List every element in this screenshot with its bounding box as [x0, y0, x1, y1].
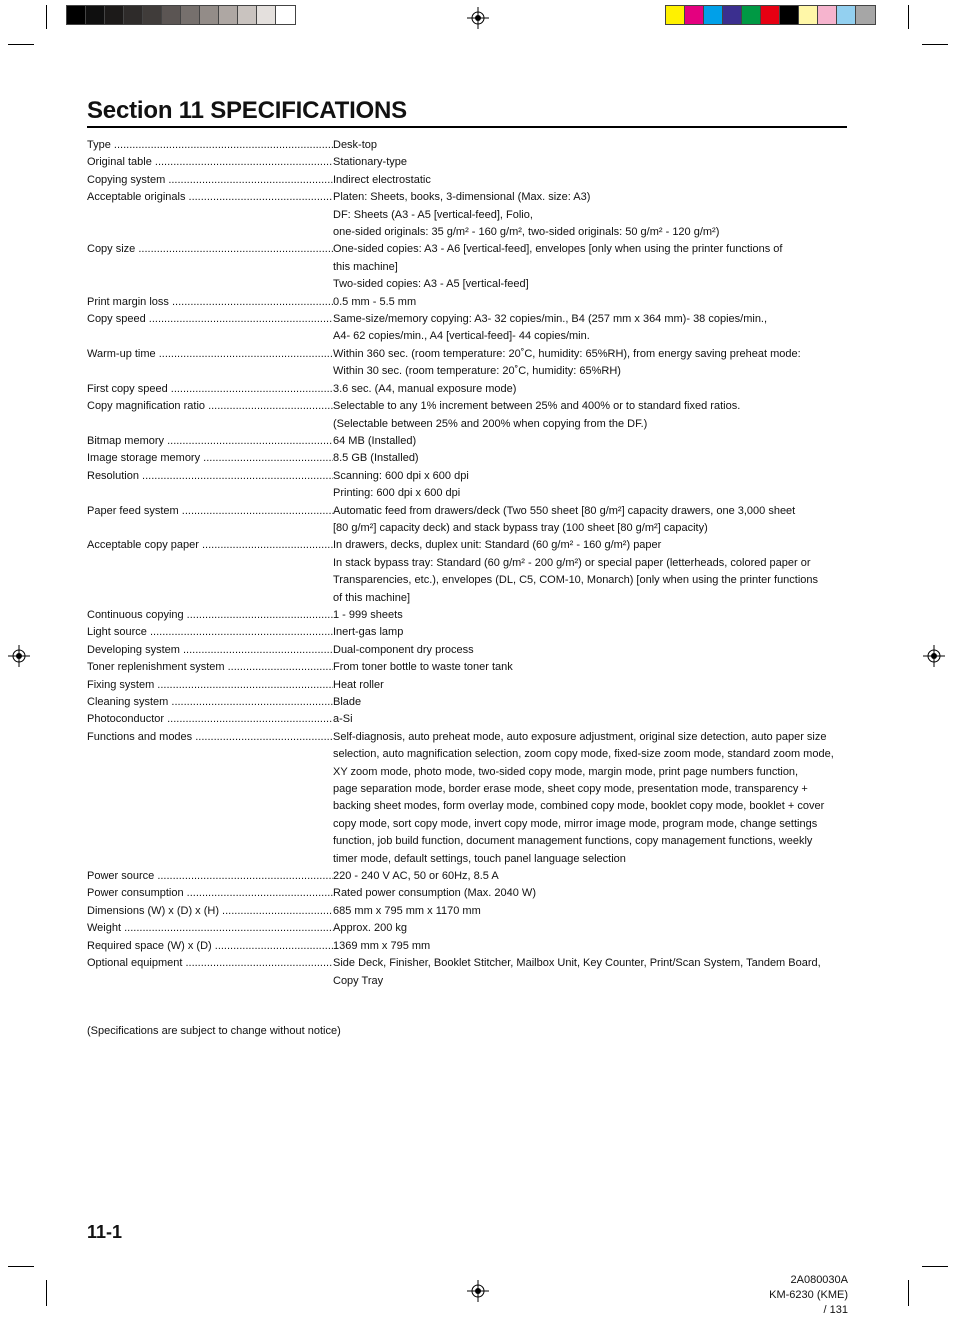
footer-code — [769, 1273, 848, 1318]
spec-value-line: Printing: 600 dpi x 600 dpi — [333, 487, 461, 500]
registration-target-icon — [8, 645, 30, 667]
spec-value — [333, 537, 847, 607]
registration-target-icon — [923, 645, 945, 667]
spec-value — [333, 885, 847, 902]
spec-row — [87, 868, 847, 885]
spec-row — [87, 189, 847, 241]
spec-label: Resolution ..... — [87, 468, 333, 503]
crop-mark — [908, 1280, 909, 1306]
spec-value-line: Transparencies, etc.), envelopes (DL, C5, COM-10, Monarch) [only when using the printer functions — [333, 574, 819, 587]
spec-label: Photoconductor ..... — [87, 711, 333, 728]
spec-value-line: Self-diagnosis, auto preheat mode, auto exposure adjustment, original size detection, auto paper size — [333, 730, 827, 743]
spec-row — [87, 468, 847, 503]
spec-value-line: Desk-top — [333, 139, 378, 151]
color-swatch — [666, 6, 685, 24]
spec-label: Paper feed system ..... — [87, 503, 333, 538]
color-swatch — [200, 6, 219, 24]
spec-value — [333, 398, 847, 433]
spec-label: Power source ..... — [87, 868, 333, 885]
spec-value — [333, 503, 847, 538]
spec-value — [333, 677, 847, 694]
color-swatch — [257, 6, 276, 24]
color-swatch — [723, 6, 742, 24]
spec-value — [333, 189, 847, 241]
footer-line: KM-6230 (KME) — [769, 1289, 848, 1301]
spec-value — [333, 154, 847, 171]
color-swatch — [105, 6, 124, 24]
spec-row — [87, 642, 847, 659]
crop-mark — [922, 1266, 948, 1267]
crop-mark — [908, 5, 909, 29]
spec-value-line: selection, auto magnification selection, zoom copy mode, fixed-size zoom mode, standard zoom mode, — [333, 748, 834, 761]
spec-value — [333, 920, 847, 937]
spec-label: Toner replenishment system ..... — [87, 659, 333, 676]
spec-value — [333, 450, 847, 467]
spec-row — [87, 677, 847, 694]
spec-label: Copying system ..... — [87, 172, 333, 189]
crop-mark — [8, 1266, 34, 1267]
spec-label: Warm-up time ..... — [87, 346, 333, 381]
spec-value-line: Inert-gas lamp — [333, 626, 404, 639]
color-swatch — [219, 6, 238, 24]
section-title: Section 11 SPECIFICATIONS — [87, 96, 847, 128]
spec-label: First copy speed ..... — [87, 381, 333, 398]
spec-row — [87, 294, 847, 311]
footer-line: / 131 — [823, 1304, 848, 1316]
spec-label: Continuous copying ..... — [87, 607, 333, 624]
spec-row — [87, 154, 847, 171]
spec-label: Acceptable originals ..... — [87, 189, 333, 241]
color-swatch — [704, 6, 723, 24]
spec-value-line: From toner bottle to waste toner tank — [333, 661, 513, 674]
spec-row — [87, 729, 847, 868]
spec-value-line: Selectable to any 1% increment between 25% and 400% or to standard fixed ratios. — [333, 400, 741, 413]
color-swatch — [181, 6, 200, 24]
spec-row — [87, 955, 847, 990]
spec-row — [87, 920, 847, 937]
spec-value-line: 1 - 999 sheets — [333, 608, 403, 621]
spec-value-line: XY zoom mode, photo mode, two-sided copy mode, margin mode, print page numbers function, — [333, 765, 799, 778]
spec-row — [87, 137, 847, 154]
spec-value — [333, 659, 847, 676]
crop-mark — [46, 5, 47, 29]
spec-value-line: of this machine] — [333, 591, 411, 604]
notice-text: (Specifications are subject to change without notice) — [87, 1025, 341, 1037]
spec-value-line: backing sheet modes, form overlay mode, combined copy mode, booklet copy mode, booklet + cover — [333, 800, 825, 813]
spec-label: Fixing system ..... — [87, 677, 333, 694]
color-swatch — [276, 6, 295, 24]
spec-value-line: 64 MB (Installed) — [333, 434, 417, 447]
footer-line: 2A080030A — [790, 1274, 848, 1286]
spec-label: Copy size ..... — [87, 241, 333, 293]
spec-value — [333, 241, 847, 293]
spec-value — [333, 172, 847, 189]
spec-value-line: Approx. 200 kg — [333, 922, 407, 935]
color-swatch — [238, 6, 257, 24]
spec-value — [333, 433, 847, 450]
spec-value-line: Within 360 sec. (room temperature: 20˚C, humidity: 65%RH), from energy saving preheat mode: — [333, 347, 801, 360]
spec-value-line: Blade — [333, 696, 362, 708]
spec-label: Developing system ..... — [87, 642, 333, 659]
spec-value-line: a-Si — [333, 713, 353, 726]
spec-value-line: one-sided originals: 35 g/m² - 160 g/m², two-sided originals: 50 g/m² - 120 g/m²) — [333, 226, 720, 239]
spec-value-line: In drawers, decks, duplex unit: Standard (60 g/m² - 160 g/m²) paper — [333, 539, 662, 552]
spec-row — [87, 450, 847, 467]
spec-value-line: 8.5 GB (Installed) — [333, 452, 419, 465]
spec-label: Cleaning system ..... — [87, 694, 333, 711]
spec-value — [333, 711, 847, 728]
spec-value-line: DF: Sheets (A3 - A5 [vertical-feed], Folio, — [333, 208, 533, 221]
spec-row — [87, 659, 847, 676]
spec-value-line: Two-sided copies: A3 - A5 [vertical-feed] — [333, 278, 529, 291]
spec-label: Weight ..... — [87, 920, 333, 937]
crop-mark — [922, 44, 948, 45]
spec-label: Image storage memory ..... — [87, 450, 333, 467]
spec-value — [333, 624, 847, 641]
color-swatch — [742, 6, 761, 24]
spec-value-line: Side Deck, Finisher, Booklet Stitcher, Mailbox Unit, Key Counter, Print/Scan System, Tandem Board, — [333, 957, 821, 970]
spec-value — [333, 607, 847, 624]
spec-row — [87, 398, 847, 433]
crop-mark — [46, 1280, 47, 1306]
spec-value — [333, 729, 847, 868]
spec-label: Acceptable copy paper ..... — [87, 537, 333, 607]
spec-label: Copy speed ..... — [87, 311, 333, 346]
spec-row — [87, 433, 847, 450]
spec-value — [333, 381, 847, 398]
spec-label: Power consumption ..... — [87, 885, 333, 902]
spec-row — [87, 241, 847, 293]
spec-value-line: Automatic feed from drawers/deck (Two 550 sheet [80 g/m²] capacity drawers, one 3,000 sheet — [333, 504, 796, 517]
spec-value — [333, 294, 847, 311]
spec-row — [87, 537, 847, 607]
spec-value-line: Indirect electrostatic — [333, 173, 431, 186]
spec-label: Required space (W) x (D) ..... — [87, 938, 333, 955]
spec-value-line: Copy Tray — [333, 974, 384, 987]
spec-value-line: Dual-component dry process — [333, 643, 474, 656]
spec-row — [87, 346, 847, 381]
spec-value-line: 1369 mm x 795 mm — [333, 939, 431, 952]
color-swatch — [86, 6, 105, 24]
spec-value — [333, 346, 847, 381]
spec-value — [333, 903, 847, 920]
color-swatch — [761, 6, 780, 24]
registration-target-icon — [467, 1280, 489, 1302]
spec-row — [87, 311, 847, 346]
spec-value-line: Stationary-type — [333, 156, 407, 169]
spec-label: Light source ..... — [87, 624, 333, 641]
spec-label: Optional equipment ..... — [87, 955, 333, 990]
spec-value-line: 3.6 sec. (A4, manual exposure mode) — [333, 382, 517, 395]
spec-value-line: One-sided copies: A3 - A6 [vertical-feed], envelopes [only when using the printer functions of — [333, 243, 783, 256]
spec-label: Print margin loss ..... — [87, 294, 333, 311]
color-calibration-bar — [665, 5, 876, 25]
spec-value-line: Heat roller — [333, 678, 384, 691]
registration-target-icon — [467, 7, 489, 29]
spec-label: Bitmap memory ..... — [87, 433, 333, 450]
spec-value — [333, 868, 847, 885]
spec-value — [333, 955, 847, 990]
color-swatch — [856, 6, 875, 24]
spec-row — [87, 503, 847, 538]
spec-value-line: Same-size/memory copying: A3- 32 copies/min., B4 (257 mm x 364 mm)- 38 copies/min., — [333, 313, 768, 326]
spec-label: Type ..... — [87, 137, 333, 154]
spec-value-line: [80 g/m²] capacity deck) and stack bypass tray (100 sheet [80 g/m²] capacity) — [333, 521, 708, 534]
spec-row — [87, 711, 847, 728]
color-swatch — [124, 6, 143, 24]
spec-value-line: Platen: Sheets, books, 3-dimensional (Max. size: A3) — [333, 191, 591, 204]
crop-mark — [8, 44, 34, 45]
color-swatch — [818, 6, 837, 24]
spec-label: Original table ..... — [87, 154, 333, 171]
color-swatch — [143, 6, 162, 24]
color-swatch — [780, 6, 799, 24]
page-number: 11-1 — [87, 1222, 123, 1242]
spec-value — [333, 137, 847, 154]
spec-value-line: A4- 62 copies/min., A4 [vertical-feed]- 44 copies/min. — [333, 330, 590, 343]
color-swatch — [162, 6, 181, 24]
spec-value-line: In stack bypass tray: Standard (60 g/m² - 200 g/m²) or special paper (letterheads, colored paper or — [333, 556, 811, 569]
grayscale-calibration-bar — [66, 5, 296, 25]
spec-value-line: this machine] — [333, 260, 398, 273]
spec-value — [333, 642, 847, 659]
spec-value-line: copy mode, sort copy mode, invert copy mode, mirror image mode, program mode, change settings — [333, 817, 818, 830]
spec-value — [333, 938, 847, 955]
color-swatch — [799, 6, 818, 24]
spec-value-line: function, job build function, document management functions, copy management functions, weekly — [333, 835, 813, 848]
spec-value-line: 685 mm x 795 mm x 1170 mm — [333, 904, 481, 917]
spec-value-line: page separation mode, border erase mode, sheet copy mode, presentation mode, transparency + — [333, 783, 808, 796]
spec-row — [87, 694, 847, 711]
spec-value-line: timer mode, default settings, touch panel language selection — [333, 852, 626, 865]
color-swatch — [837, 6, 856, 24]
spec-row — [87, 172, 847, 189]
spec-value — [333, 468, 847, 503]
spec-row — [87, 938, 847, 955]
spec-value-line: 0.5 mm - 5.5 mm — [333, 295, 417, 308]
spec-row — [87, 885, 847, 902]
color-swatch — [67, 6, 86, 24]
spec-value-line: Scanning: 600 dpi x 600 dpi — [333, 469, 469, 482]
spec-row — [87, 903, 847, 920]
specifications-table — [87, 137, 847, 990]
spec-label: Functions and modes ..... — [87, 729, 333, 868]
spec-value-line: 220 - 240 V AC, 50 or 60Hz, 8.5 A — [333, 870, 499, 883]
spec-value — [333, 311, 847, 346]
spec-value — [333, 694, 847, 711]
spec-value-line: Rated power consumption (Max. 2040 W) — [333, 887, 536, 900]
spec-row — [87, 381, 847, 398]
spec-label: Copy magnification ratio ..... — [87, 398, 333, 433]
spec-row — [87, 624, 847, 641]
spec-value-line: (Selectable between 25% and 200% when copying from the DF.) — [333, 417, 648, 430]
spec-value-line: Within 30 sec. (room temperature: 20˚C, humidity: 65%RH) — [333, 365, 621, 378]
color-swatch — [685, 6, 704, 24]
spec-label: Dimensions (W) x (D) x (H) ..... — [87, 903, 333, 920]
spec-row — [87, 607, 847, 624]
